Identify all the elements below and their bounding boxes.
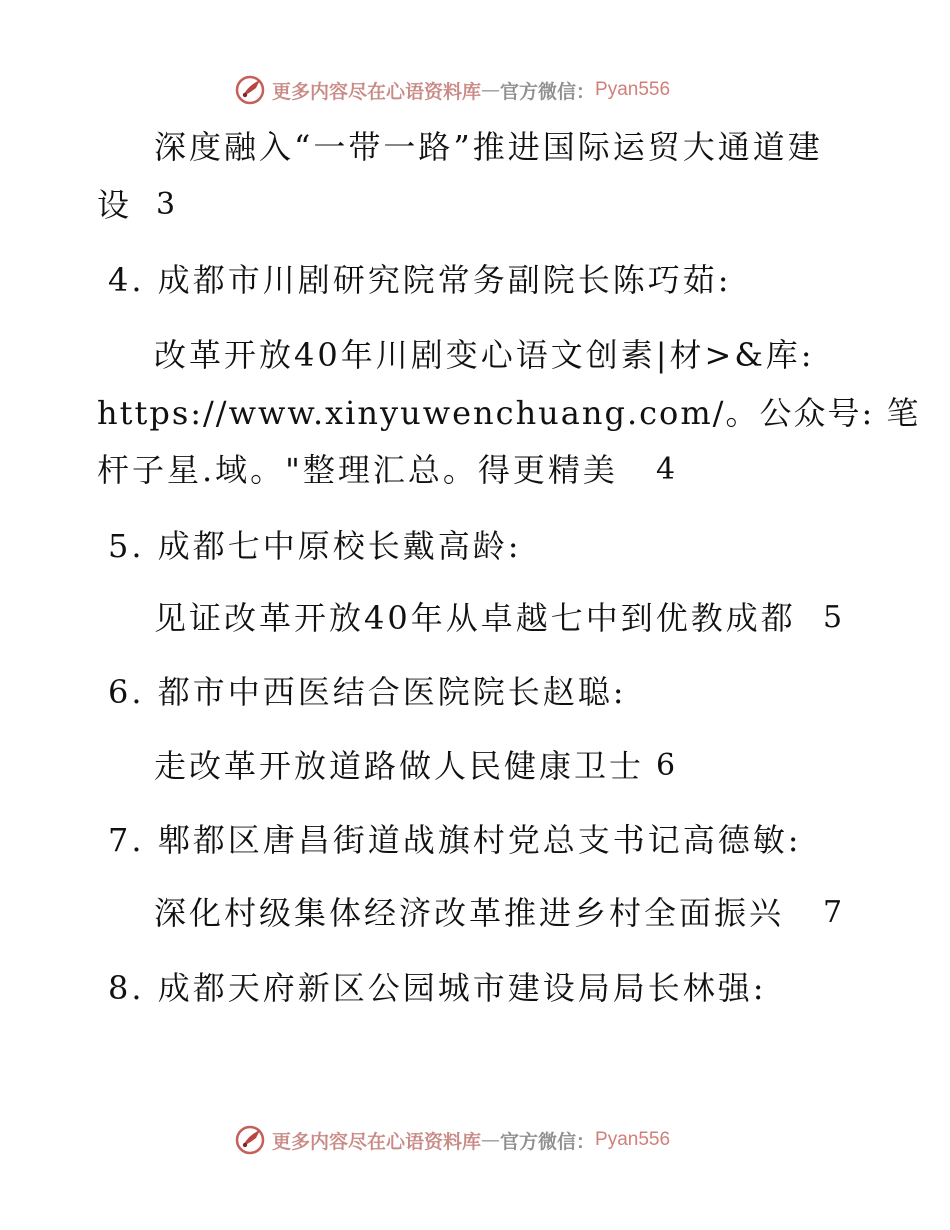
- toc-line: 杆子星.域。"整理汇总。得更精美: [97, 451, 618, 489]
- watermark-separator: —: [481, 79, 501, 101]
- watermark-brand: 更多内容尽在心语资料库: [272, 80, 482, 103]
- toc-line: 改革开放40年川剧变心语文创素|材>&库:: [154, 336, 815, 374]
- watermark-wechat-label: 官方微信：: [500, 80, 596, 103]
- toc-line: 深度融入“一带一路”推进国际运贸大通道建: [154, 128, 823, 166]
- toc-line: 见证改革开放40年从卓越七中到优教成都: [154, 599, 796, 637]
- toc-heading-4: 4. 成都市川剧研究院常务副院长陈巧茹:: [108, 261, 732, 299]
- toc-line: 深化村级集体经济改革推进乡村全面振兴: [154, 894, 785, 932]
- toc-heading-7: 7. 郫都区唐昌街道战旗村党总支书记高德敏:: [108, 821, 802, 859]
- toc-heading-5: 5. 成都七中原校长戴高龄:: [108, 527, 522, 565]
- toc-line: 设: [97, 186, 133, 224]
- watermark-separator: —: [481, 1129, 501, 1151]
- page-number: 3: [156, 187, 176, 222]
- watermark-wechat-id: Pyan556: [595, 1129, 671, 1150]
- watermark-brand: 更多内容尽在心语资料库: [272, 1130, 482, 1153]
- page-number: 4: [656, 452, 676, 487]
- page-number: 7: [823, 895, 843, 930]
- header-watermark: [234, 72, 734, 108]
- toc-line: https://www.xinyuwenchuang.com/。公众号: 笔: [97, 394, 921, 432]
- toc-heading-8: 8. 成都天府新区公园城市建设局局长林强:: [108, 969, 767, 1007]
- toc-heading-6: 6. 都市中西医结合医院院长赵聪:: [108, 673, 627, 711]
- brush-logo-icon: [234, 1124, 266, 1156]
- footer-watermark: [234, 1122, 734, 1158]
- watermark-wechat-label: 官方微信：: [500, 1130, 596, 1153]
- watermark-wechat-id: Pyan556: [595, 79, 671, 100]
- page-number: 6: [656, 748, 676, 783]
- brush-logo-icon: [234, 74, 266, 106]
- toc-line: 走改革开放道路做人民健康卫士: [154, 747, 645, 785]
- page-number: 5: [823, 600, 843, 635]
